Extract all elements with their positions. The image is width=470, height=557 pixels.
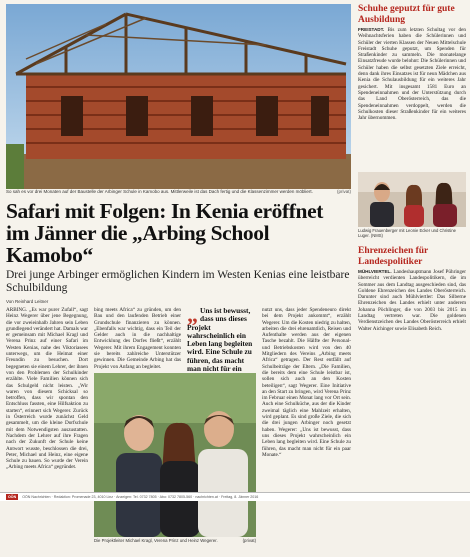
sidebar-story1-credit: (NMS) bbox=[370, 233, 383, 238]
article-body bbox=[6, 302, 351, 557]
construction-photo bbox=[6, 4, 351, 189]
sidebar-story1-caption-text: Ludwig Frauenberger mit Leonie Ecker und Christine Luger. bbox=[358, 228, 456, 238]
people-caption-text: Die Projektleiter Michael Kragl, Verena Prinz und Heinz Wegerer. bbox=[94, 538, 218, 543]
sidebar-story1-photo bbox=[358, 172, 466, 227]
photo-caption bbox=[6, 189, 351, 196]
footer-text: OÖN Nachrichten · Redaktion: Promenade 23, 4010 Linz · Anzeigen: Tel. 0732 7805 · Abo: 0732 7805-560 · nachrichten.at · Freitag, 8. Jänner 2016 bbox=[22, 495, 259, 499]
article-byline: Von Reinhard Leitner bbox=[6, 299, 49, 304]
sidebar-story2-body bbox=[358, 269, 466, 419]
people-credit: (privat) bbox=[242, 538, 256, 543]
people-caption bbox=[94, 538, 256, 543]
sidebar-story1-text: Bis zum letzten Schultag vor den Weihnachtsferien haben die Schülerinnen und Schüler der vierten Klassen der Neuen Mittelschule Freistadt Schuhe geputzt, um Spenden für Straßenkinder zu sammeln. Die monatelange Einsatzfreude wurde belohnt: Die Schülerinnen und Schüler haben die selbst gesetzten Ziele erreicht, denn dank ihres Einsatzes ist für neun Mädchen aus Kenia die Schulausbildung für ein weiteres Jahr gesichert. Mit insgesamt 1581 Euro an Spendeneinnahmen und der Unterstützung durch das Land Oberösterreich, das die Spendeneinnahmen verdoppelt, werden die Schulkosten dieser Straßenkinder für ein weiteres Jahr übernommen. bbox=[358, 27, 466, 122]
sidebar-story1-headline: Schuhe geputzt für gute Ausbildung bbox=[358, 4, 455, 25]
sidebar-story1-body bbox=[358, 27, 466, 169]
article-column-1: ARBING. „Es war purer Zufall“, sagt Heinz Wegerer über jene Begegnung, die vor zweieinhalb Jahren sein Leben grundlegend verändert hat. Damals war er gemeinsam mit Michael Kragl und Verena Prinz auf einer Safari im Westen Kenias, nahe des Viktoriasees unterwegs, um die Heimat einer Freundin zu besuchen. Dort begegneten sie einem Lehrer, der ihnen von den Problemen der Schulkinder erzählte. Viele Familien können sich das Schulgeld nicht leisten. „Wir waren von diesem Schicksal so betroffen, dass wir spontan den Entschluss fassten, eine Hilfsaktion zu starten“, erinnert sich Wegerer. Zurück in Österreich wurde zunächst Geld gesammelt, um die kleine Dorfschule mit dem Notwendigsten auszustatten. Nachdem der Lehrer auf ihre Fragen nach der Zukunft der Schule keine Antwort wusste, beschlossen die drei, Peter, Michael und Heinz, eine eigene Schule zu bauen. So wurde der Verein „Arbing meets Africa“ gegründet. bbox=[6, 307, 88, 471]
article-headline: Safari mit Folgen: In Kenia eröffnet im Jänner die „Arbing School Kamobo“ bbox=[6, 199, 324, 267]
page-footer bbox=[0, 492, 470, 501]
sidebar bbox=[358, 4, 466, 419]
sidebar-story1-dateline: FREISTADT. bbox=[358, 27, 385, 32]
sidebar-story1-caption bbox=[358, 228, 466, 238]
people-image bbox=[94, 373, 256, 537]
construction-site-image bbox=[6, 4, 351, 189]
photo-credit: (privat) bbox=[336, 189, 351, 194]
sidebar-story2-headline: Ehrenzeichen für Landespolitiker bbox=[358, 246, 429, 267]
article-column-4: nutzt uns, dass jeder Spendeneuro direkt bei dem Projekt ankommt“, erzählt Wegerer. Um die Kosten niedrig zu halten, arbeiten die drei ehrenamtlich, Reisen und Aufenthalte werden aus der eigenen Tasche bezahlt. Die Hälfte der Personal- und Betriebskosten wird von den 40 Mitgliedern des Vereins „Arbing meets Africa“ getragen. Der Rest entfällt auf Schulbeiträge der Eltern. „Die Familien, die bereits dem eine Schule leistbar ist, sollen sich auch an den Kosten beteiligen“, sagt Wegerer. Eine Initiative an den Start zu bringen, wird Verena Prinz im Februar einen Monat lang vor Ort sein. Auch eine Schulküche, aus der die Kinder zweimal täglich eine Mahlzeit erhalten, wird geplant. Es sind große Ziele, die sich die drei jungen Arbinger noch gesetzt haben. Wegerer: „Uns ist bewusst, dass uns dieses Projekt wahrscheinlich ein Leben lang begleiten wird. Eine Schule zu führen, das macht man nicht für ein paar Monate.“ bbox=[262, 307, 351, 458]
project-leaders-photo bbox=[94, 373, 256, 537]
sidebar-story2-text: Landeshauptmann Josef Pühringer überreicht verdienten Landespolitikern, die im Sommer aus dem Landtag ausgeschieden sind, das Goldene Ehrenzeichen des Landes Oberösterreich. Darunter sind auch Mühlviertler: Das Silberne Ehrenzeichen des Landes erhielt unter anderem Johanna Pöchlinger, die von 2003 bis 2015 im Landtag vertreten war. Die goldenen Verdienstzeichen des Landes Oberösterreich erhielt Walter Aichinger sowie Elisabeth Reich. bbox=[358, 269, 466, 332]
quote-mark-icon: „ bbox=[187, 302, 198, 327]
main-article bbox=[6, 4, 351, 557]
photo-caption-text: So sah es vor drei Monaten auf der Baustelle der Arbinger Schule in Kamobo aus. Mittlerweile ist das Dach fertig und die Klassenzimmer werden möbliert. bbox=[6, 189, 313, 194]
sidebar-story2-dateline: MÜHLVIERTEL. bbox=[358, 269, 392, 274]
article-column-2: bing meets Africa“ zu gründen, um den Bau und den laufenden Betrieb einer Grundschule finanzieren zu können. „Ebenfalls war wichtig, dass ein Teil der Gelder auch in die nachhaltige Entwicklung des Dorfes fließt“, erzählt Wegerer. Mit ihrem Engagement konnten sie bereits zahlreiche Unterstützer gewinnen. Die Gemeinde Arbing hat das Projekt von Anfang an begleitet. bbox=[94, 307, 181, 370]
students-image bbox=[358, 172, 466, 227]
footer-logo: OÖN bbox=[8, 495, 17, 499]
pull-quote-text: Uns ist bewusst, dass uns dieses Projekt wahrscheinlich ein Leben lang begleiten wird. Eine Schule zu führen, das macht man nicht für ein bbox=[187, 306, 253, 374]
article-subheadline: Drei junge Arbinger ermöglichen Kindern im Westen Kenias eine leistbare Schulbildung bbox=[6, 269, 350, 294]
